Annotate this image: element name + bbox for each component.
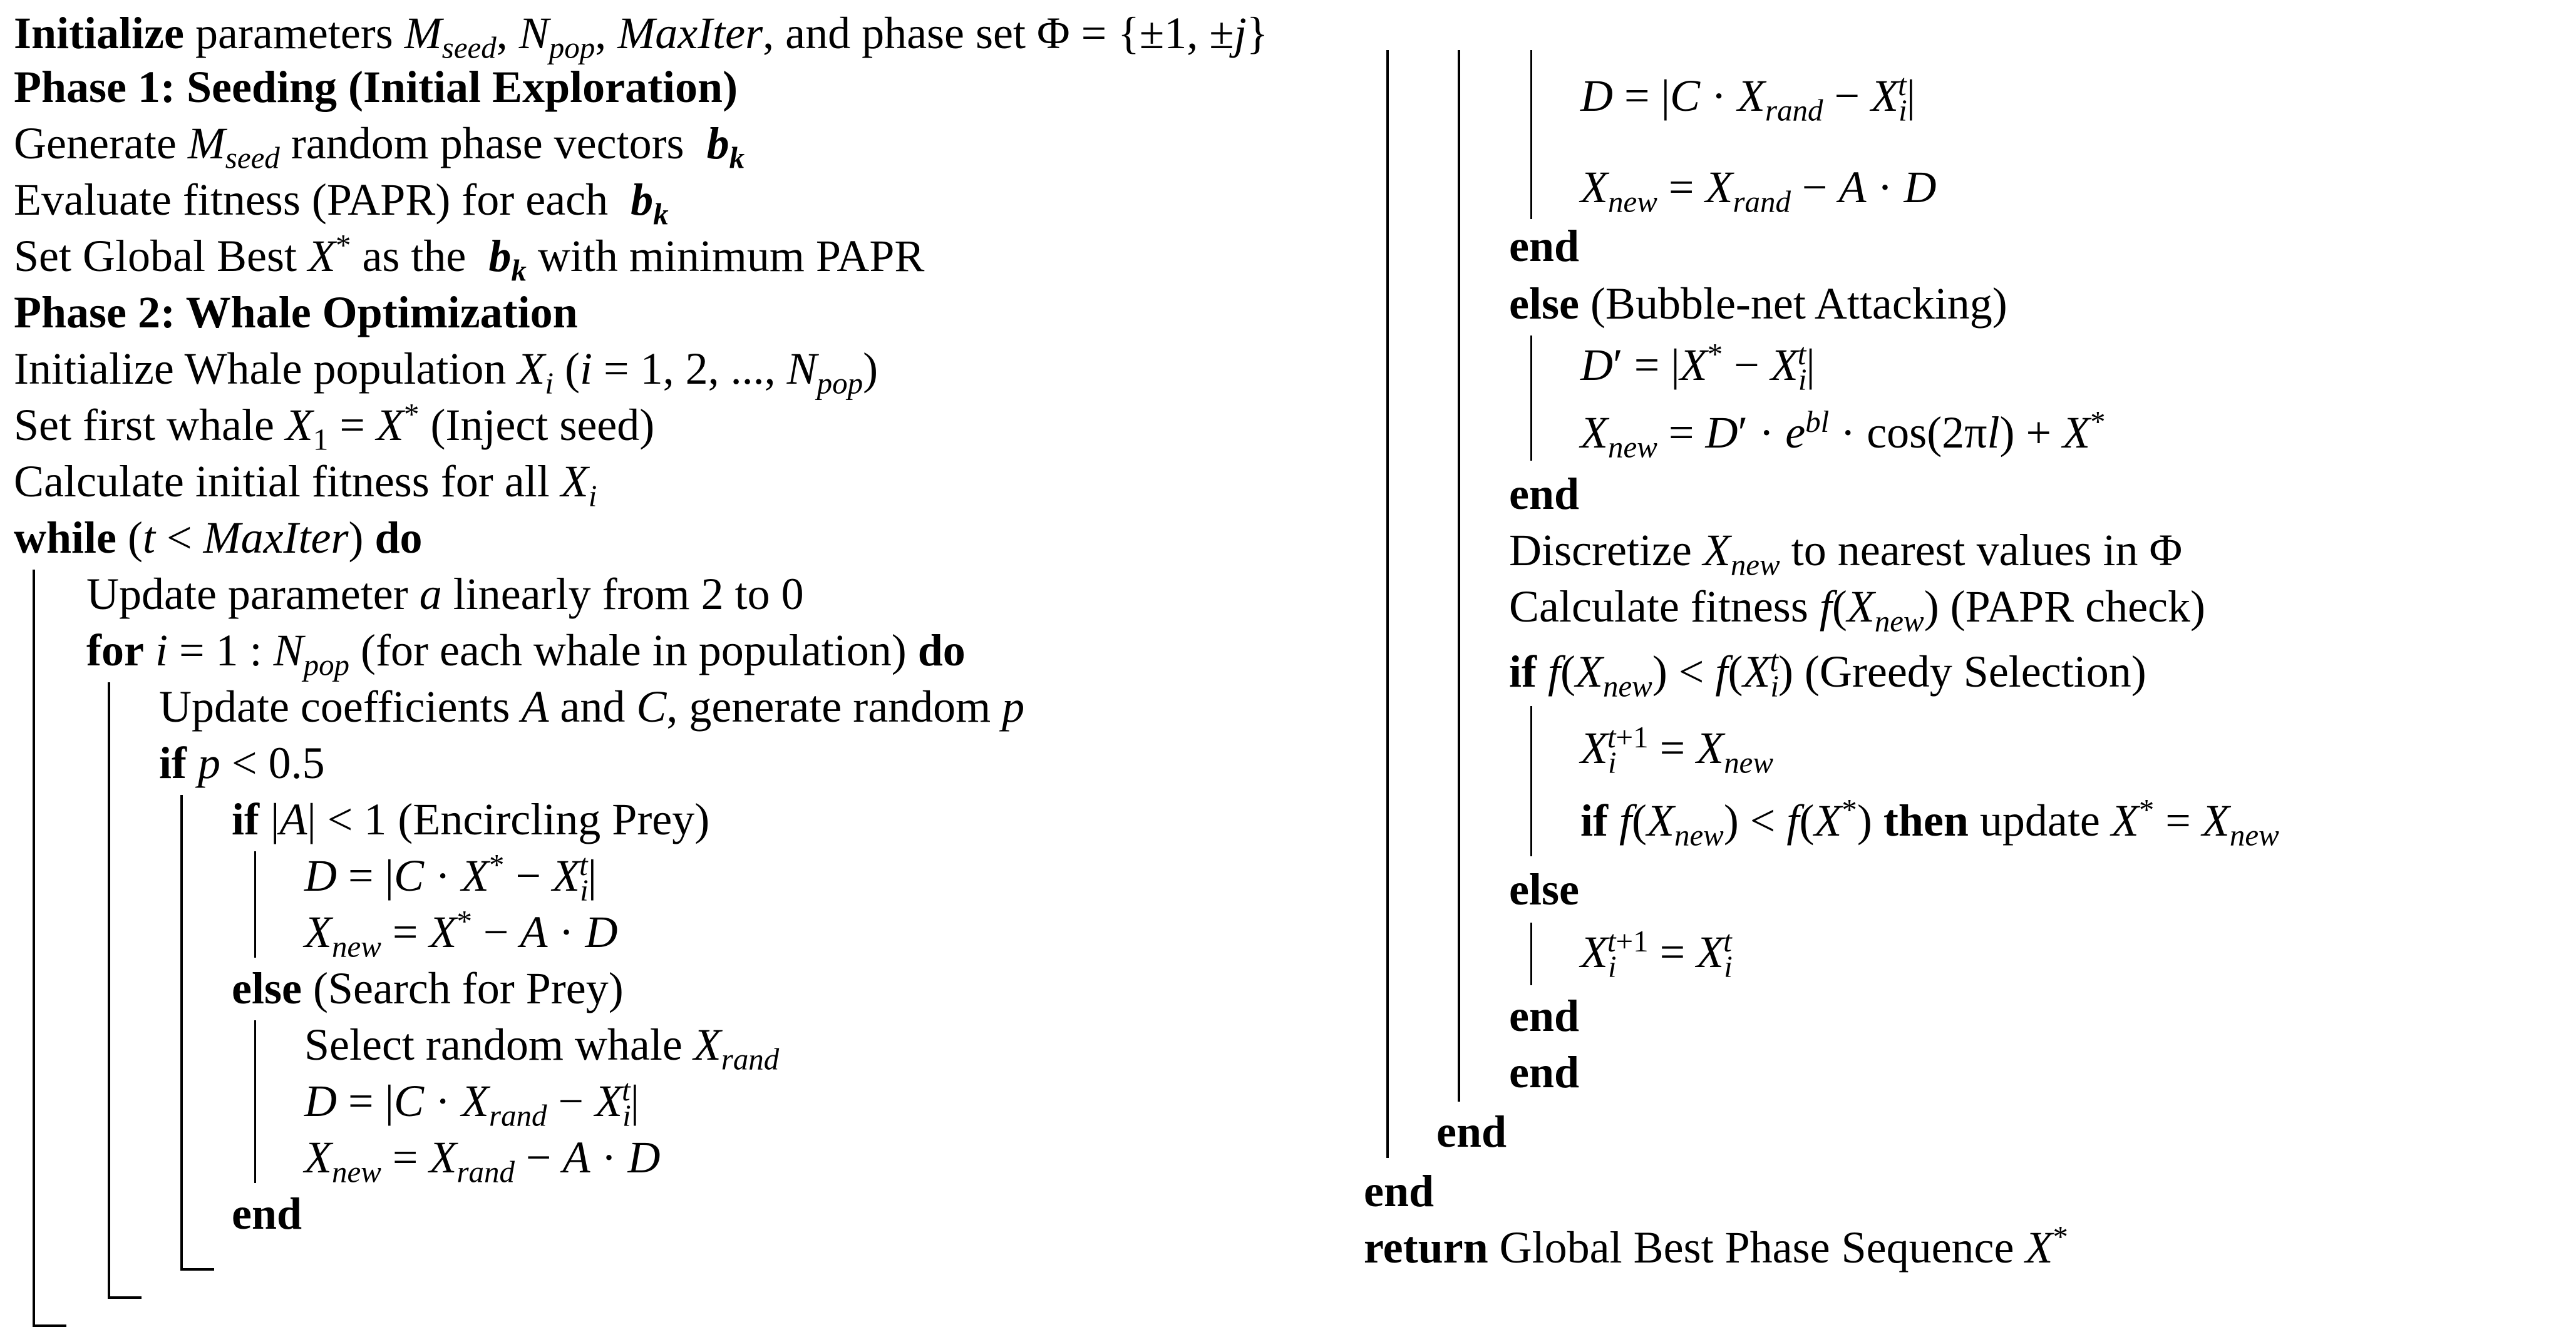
line-evaluate-fitness: Evaluate fitness (PAPR) for each $b_k$	[14, 175, 669, 232]
if-p-block-foot	[180, 1268, 214, 1271]
line-calc-initial-fitness: Calculate initial fitness for all $X_i$	[14, 456, 597, 513]
for-block-foot	[108, 1296, 142, 1299]
line-end-search-cont: end	[1509, 221, 1580, 271]
line-end-for: end	[1436, 1107, 1507, 1157]
line-else-greedy: else	[1509, 864, 1579, 914]
bubble-net-block-rule	[1530, 336, 1532, 461]
line-initialize-whale-population: Initialize Whale population $X_i$ (i = 1, 2, ..., $N_{pop}$)	[14, 344, 878, 401]
line-return: return Global Best Phase Sequence X*	[1364, 1219, 2068, 1273]
line-eq-dprime: $D' = |X^* - X_i^t|$	[1580, 337, 1815, 397]
line-update-parameter-a: Update parameter a linearly from 2 to 0	[86, 569, 804, 619]
search-block-rule-cont	[1530, 50, 1532, 219]
encircle-block-rule	[254, 851, 256, 958]
line-generate-seed: Generate $M_{seed}$ random phase vectors $b_k$	[14, 118, 745, 175]
line-end-inner-if: end	[232, 1189, 302, 1239]
line-else-search: else (Search for Prey)	[232, 963, 624, 1013]
line-eq-xnew-spiral: $X_{new} = D' \cdot e^{bl} \cdot \cos(2\pi l) + X^*$	[1580, 404, 2106, 464]
line-end-if-p: end	[1509, 1047, 1580, 1097]
line-discretize: Discretize $X_{new}$ to nearest values in Φ	[1509, 525, 2183, 582]
while-block-rule-cont	[1386, 50, 1389, 1158]
line-if-update-best: if $f(X_{new}) < f(X^*)$ then update $X^* = X_{new}$	[1580, 792, 2279, 853]
line-end-while: end	[1364, 1166, 1435, 1216]
line-eq-d-search: $D = |C \cdot X_{rand} - X_i^t|$	[304, 1073, 640, 1133]
line-eq-update-whale: $X_i^{t+1} = X_{new}$	[1580, 720, 1774, 780]
line-else-bubble-net: else (Bubble-net Attacking)	[1509, 279, 2007, 329]
line-eq-keep-whale: $X_i^{t+1} = X_i^t$	[1580, 924, 1733, 984]
line-end-bubble-net: end	[1509, 469, 1580, 519]
line-eq-xnew-search: $X_{new} = X_{rand} - A \cdot D$	[304, 1132, 661, 1189]
line-if-greedy: if $f(X_{new}) < f(X_i^t)$ (Greedy Selection)	[1509, 643, 2146, 704]
greedy-if-block-rule	[1530, 706, 1532, 856]
line-phase-1-heading: Phase 1: Seeding (Initial Exploration)	[14, 62, 738, 112]
line-calc-fitness-new: Calculate fitness $f(X_{new})$ (PAPR check)	[1509, 581, 2205, 638]
line-set-first-whale: Set first whale $X_1 = X^*$ (Inject seed)	[14, 397, 655, 457]
if-p-block-rule	[180, 795, 183, 1271]
line-while-loop: while (t < MaxIter) do	[14, 513, 423, 563]
line-update-coefficients: Update coefficients A and C, generate random p	[159, 682, 1025, 732]
line-eq-xnew-encircle: $X_{new} = X^* - A \cdot D$	[304, 904, 618, 964]
line-phase-2-heading: Phase 2: Whale Optimization	[14, 287, 578, 337]
for-block-rule-cont	[1458, 50, 1460, 1102]
line-if-encircling: if |A| < 1 (Encircling Prey)	[232, 794, 710, 844]
line-for-loop: for i = 1 : $N_{pop}$ (for each whale in population) do	[86, 625, 966, 682]
line-eq-d-search-cont: $D = |C \cdot X_{rand} - X_i^t|$	[1580, 68, 1916, 128]
line-if-p: if p < 0.5	[159, 738, 325, 788]
search-block-rule	[254, 1020, 256, 1183]
greedy-else-block-rule	[1530, 923, 1532, 985]
for-block-rule	[108, 682, 110, 1299]
line-set-global-best: Set Global Best X* as the $b_k$ with minimum PAPR	[14, 228, 925, 288]
line-select-random-whale: Select random whale $X_{rand}$	[304, 1020, 780, 1077]
line-initialize-parameters: Initialize parameters $M_{seed}$, $N_{pop}$, MaxIter, and phase set Φ = {±1, ±j}	[14, 8, 1269, 65]
line-eq-xnew-search-cont: $X_{new} = X_{rand} - A \cdot D$	[1580, 162, 1937, 219]
while-block-foot	[33, 1324, 66, 1327]
line-end-greedy: end	[1509, 991, 1580, 1041]
while-block-rule	[33, 570, 35, 1327]
line-eq-d-encircle: $D = |C \cdot X^* - X_i^t|$	[304, 848, 597, 908]
